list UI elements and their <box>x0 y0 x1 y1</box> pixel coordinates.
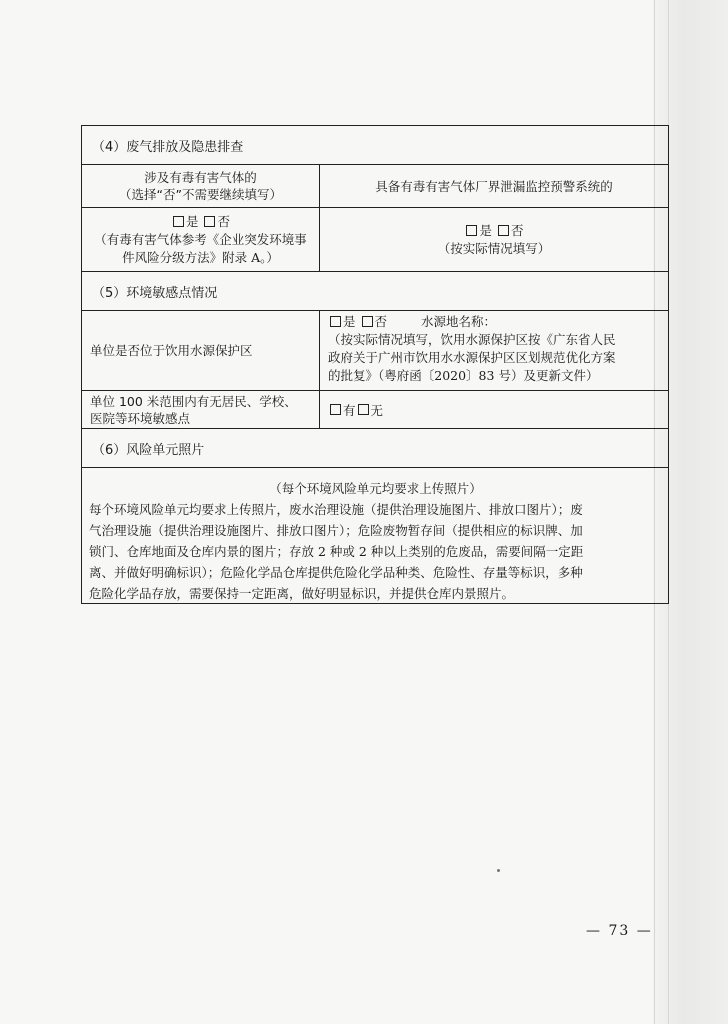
water-source-label-text: 单位是否位于饮用水源保护区 <box>90 343 253 358</box>
photo-line-4: 离、并做好明确标识）；危险化学品仓库提供危险化学品种类、危险性、存量等标识，多种 <box>89 565 583 580</box>
water-source-no-checkbox[interactable] <box>362 316 373 327</box>
section-5-title: （5）环境敏感点情况 <box>92 285 218 301</box>
section-6-title: （6）风险单元照片 <box>92 442 205 458</box>
photo-requirements <box>82 468 668 603</box>
photo-heading: （每个环境风险单元均要求上传照片） <box>269 481 482 496</box>
gas-header-row <box>82 165 668 208</box>
water-source-no-label: 否 <box>374 314 388 329</box>
toxic-gas-header-line1: 涉及有毒有害气体的 <box>144 170 257 185</box>
sensitive-point-has-checkbox[interactable] <box>330 404 341 415</box>
photo-line-3: 锁门、仓库地面及仓库内景的图片；存放 2 种或 2 种以上类别的危废品，需要间隔一定距 <box>89 544 584 559</box>
sensitive-point-none-label: 无 <box>370 402 384 418</box>
leak-monitor-options <box>464 222 523 240</box>
toxic-gas-note-line1: （有毒有害气体参考《企业突发环境事 <box>94 231 307 247</box>
leak-monitor-header <box>320 165 668 207</box>
sensitive-point-label <box>82 391 320 428</box>
leak-monitor-note: （按实际情况填写） <box>437 240 551 256</box>
leak-monitor-no-checkbox[interactable] <box>498 225 509 236</box>
sensitive-point-label-line2: 医院等环境敏感点 <box>90 410 191 426</box>
section-6-header <box>82 429 668 468</box>
photo-line-2: 气治理设施（提供治理设施图片、排放口图片）；危险废物暂存间（提供相应的标识牌、加 <box>89 523 583 538</box>
gas-answer-row <box>82 208 668 272</box>
toxic-gas-yes-checkbox[interactable] <box>173 216 184 227</box>
toxic-gas-options <box>171 213 230 231</box>
toxic-gas-no-checkbox[interactable] <box>204 216 215 227</box>
water-source-note-line2: 政府关于广州市饮用水水源保护区区划规范优化方案 <box>328 350 616 365</box>
toxic-gas-yes-label: 是 <box>185 213 199 229</box>
page-number: — 73 — <box>586 923 653 939</box>
sensitive-point-none-checkbox[interactable] <box>358 404 369 415</box>
water-source-answer <box>320 311 668 390</box>
toxic-gas-note-line2: 件风险分级方法》附录 A。） <box>122 249 279 265</box>
photo-line-1: 每个环境风险单元均要求上传照片，废水治理设施（提供治理设施图片、排放口图片）；废 <box>89 502 583 517</box>
section-4-title: （4）废气排放及隐患排查 <box>92 139 244 155</box>
form-table <box>81 125 669 604</box>
sensitive-point-row <box>82 391 668 429</box>
section-5-header <box>82 272 668 311</box>
section-4-header <box>82 126 668 165</box>
toxic-gas-answer <box>82 208 320 271</box>
leak-monitor-yes-checkbox[interactable] <box>466 225 477 236</box>
toxic-gas-header-line2: （选择“否”不需要继续填写） <box>119 187 282 202</box>
water-source-note-line3: 的批复》（粤府函〔2020〕83 号）及更新文件） <box>328 368 599 383</box>
water-source-name-label: 水源地名称： <box>420 314 496 329</box>
water-source-note-line1: （按实际情况填写，饮用水源保护区按《广东省人民 <box>328 332 616 347</box>
water-source-options <box>328 313 662 331</box>
water-source-yes-checkbox[interactable] <box>330 316 341 327</box>
water-source-row <box>82 311 668 391</box>
leak-monitor-no-label: 否 <box>510 222 524 238</box>
photo-line-5: 危险化学品存放，需要保持一定距离，做好明显标识，并提供仓库内景照片。 <box>89 586 515 601</box>
sensitive-point-label-line1: 单位 100 米范围内有无居民、学校、 <box>90 393 297 409</box>
leak-monitor-answer <box>320 208 668 271</box>
water-source-label <box>82 311 320 390</box>
scan-speck <box>497 869 500 872</box>
leak-monitor-yes-label: 是 <box>479 222 492 238</box>
leak-monitor-header-text: 具备有毒有害气体厂界泄漏监控预警系统的 <box>375 178 613 194</box>
toxic-gas-no-label: 否 <box>217 213 230 229</box>
toxic-gas-header <box>82 165 320 207</box>
sensitive-point-has-label: 有 <box>343 402 356 418</box>
sensitive-point-answer <box>320 391 668 428</box>
water-source-yes-label: 是 <box>343 314 356 329</box>
